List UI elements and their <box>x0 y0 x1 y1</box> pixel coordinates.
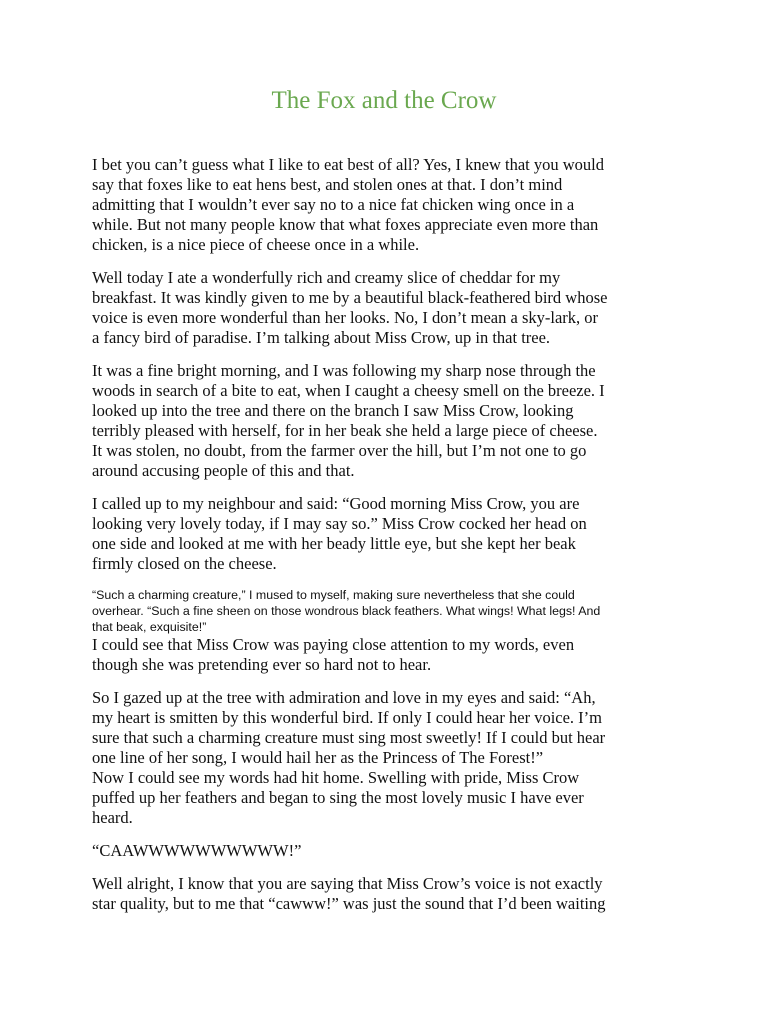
document-body <box>92 155 680 927</box>
paragraph-alright: Well alright, I know that you are saying that Miss Crow’s voice is not exactly star quality, but to me that “cawww!” was just the sound that I’d been waiting <box>92 874 606 913</box>
paragraph-intro: I bet you can’t guess what I like to eat best of all? Yes, I knew that you would say that foxes like to eat hens best, and stolen ones at that. I don’t mind admitting that I wouldn’t ever say no to a nice fat chicken wing once in a while. But not many people know that what foxes appreciate even more than chicken, is a nice piece of cheese once in a while. <box>92 155 605 254</box>
paragraph-caw: “CAAWWWWWWWWWW!” <box>92 841 302 860</box>
paragraph-breakfast: Well today I ate a wonderfully rich and creamy slice of cheddar for my breakfast. It was kindly given to me by a beautiful black-feathered bird whose voice is even more wonderful than her looks. No, I don’t mean a sky-lark, or a fancy bird of paradise. I’m talking about Miss Crow, up in that tree. <box>92 268 608 347</box>
paragraph-attention: I could see that Miss Crow was paying close attention to my words, even though she was pretending ever so hard not to hear. <box>92 635 575 674</box>
paragraph-greeting: I called up to my neighbour and said: “Good morning Miss Crow, you are looking very lovely today, if I may say so.” Miss Crow cocked her head on one side and looked at me with her beady little eye, but she kept her beak firmly closed on the cheese. <box>92 494 587 573</box>
paragraph-swelling-pride: Now I could see my words had hit home. Swelling with pride, Miss Crow puffed up her feathers and began to sing the most lovely music I have ever heard. <box>92 768 584 827</box>
paragraph-morning: It was a fine bright morning, and I was following my sharp nose through the woods in search of a bite to eat, when I caught a cheesy smell on the breeze. I looked up into the tree and there on the branch I saw Miss Crow, looking terribly pleased with herself, for in her beak she held a large piece of cheese. It was stolen, no doubt, from the farmer over the hill, but I’m not one to go around accusing people of this and that. <box>92 361 605 480</box>
paragraph-admiration: So I gazed up at the tree with admiration and love in my eyes and said: “Ah, my heart is smitten by this wonderful bird. If only I could hear her voice. I’m sure that such a charming creature must sing most sweetly! If I could but hear one line of her song, I would hail her as the Princess of The Forest!” <box>92 688 606 767</box>
paragraph-charming-creature: “Such a charming creature,” I mused to myself, making sure nevertheless that she could overhear. “Such a fine sheen on those wondrous black feathers. What wings! What legs! And that beak, exquisite!” <box>92 588 601 634</box>
document-title: The Fox and the Crow <box>271 87 497 114</box>
